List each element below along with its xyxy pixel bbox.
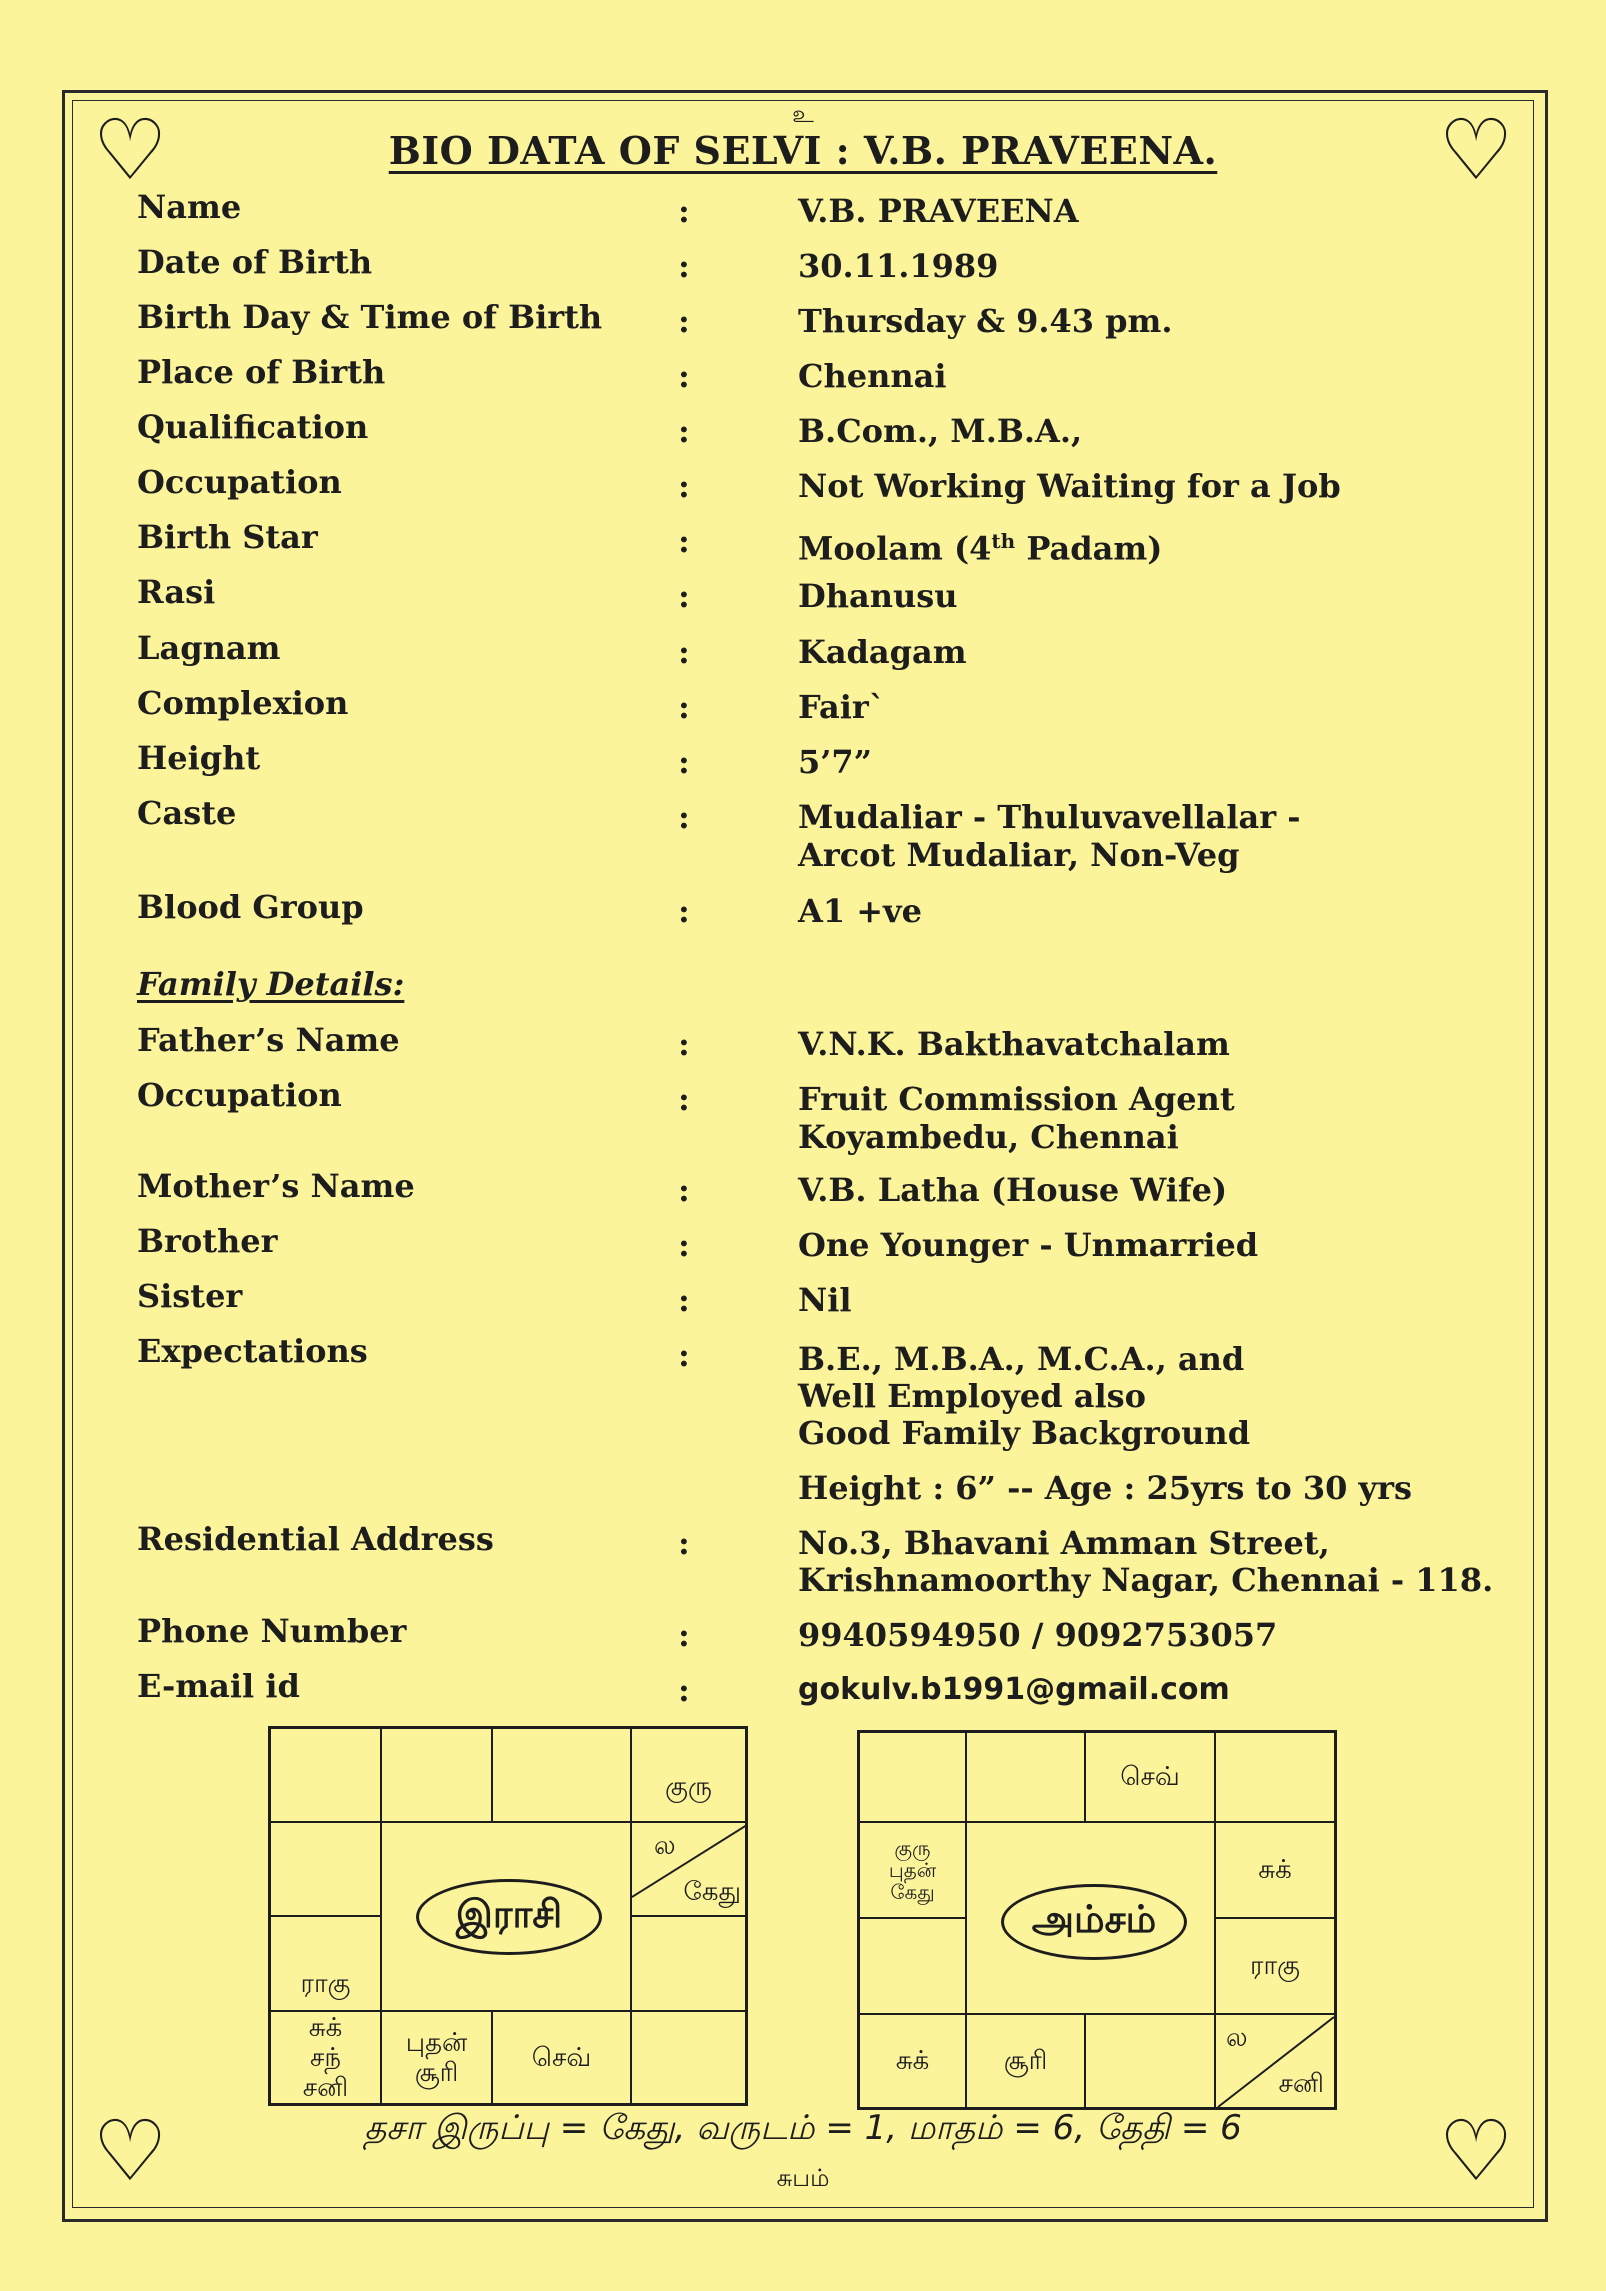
field-value-dob: 30.11.1989 — [798, 247, 999, 285]
field-colon: : — [678, 798, 690, 836]
field-colon: : — [678, 467, 690, 505]
field-label-caste: Caste — [137, 794, 237, 832]
amsam-diagonal-line — [1216, 2015, 1336, 2109]
field-colon: : — [678, 1080, 690, 1118]
field-value-blood-group: A1 +ve — [798, 892, 922, 930]
field-value-expectations-line3: Good Family Background — [798, 1414, 1251, 1452]
field-label-birth-day-time: Birth Day & Time of Birth — [137, 298, 603, 336]
rasi-kethu-label: கேது — [683, 1877, 741, 1907]
ornament-heart-icon: ♡ — [1438, 2102, 1514, 2200]
field-colon: : — [678, 743, 690, 781]
amsam-cell-sevvai: செவ் — [1085, 1732, 1215, 1822]
field-value-father-occupation-line2: Koyambedu, Chennai — [798, 1118, 1179, 1156]
rasi-cell — [381, 1728, 492, 1822]
field-colon: : — [678, 1171, 690, 1209]
field-colon: : — [678, 892, 690, 930]
field-colon: : — [678, 1524, 690, 1562]
field-value-qualification: B.Com., M.B.A., — [798, 412, 1083, 450]
rasi-lagna-label: ல — [654, 1831, 676, 1861]
field-label-brother: Brother — [137, 1222, 278, 1260]
amsam-lagna-label: ல — [1226, 2023, 1248, 2053]
field-colon: : — [678, 522, 690, 560]
rasi-cell-lagna — [631, 1822, 746, 1916]
field-colon: : — [678, 1671, 690, 1709]
rasi-cell-raagu: ராகு — [270, 1916, 381, 2011]
field-value-birth-day-time: Thursday & 9.43 pm. — [798, 302, 1173, 340]
field-value-expectations: B.E., M.B.A., M.C.A., and — [798, 1340, 1245, 1378]
field-label-blood-group: Blood Group — [137, 888, 364, 926]
field-label-phone: Phone Number — [137, 1612, 407, 1650]
rasi-cell — [631, 2011, 746, 2104]
amsam-sani-label: சனி — [1278, 2069, 1324, 2099]
rasi-cell — [270, 1822, 381, 1916]
amsam-chart — [857, 1730, 1337, 2110]
ornament-heart-icon: ♡ — [92, 2102, 168, 2200]
field-colon: : — [678, 1226, 690, 1264]
field-label-mothers-name: Mother’s Name — [137, 1167, 415, 1205]
amsam-cell-guru-budhan-kethu: குரு புதன் கேது — [859, 1822, 966, 1918]
field-value-phone: 9940594950 / 9092753057 — [798, 1616, 1278, 1654]
rasi-chart — [268, 1726, 748, 2106]
amsam-cell — [1085, 2014, 1215, 2108]
field-label-lagnam: Lagnam — [137, 629, 281, 667]
page-title: BIO DATA OF SELVI : V.B. PRAVEENA. — [388, 128, 1218, 173]
amsam-cell-sukran-2: சுக் — [859, 2014, 966, 2108]
amsam-cell — [859, 1918, 966, 2014]
rasi-cell-sevvai: செவ் — [492, 2011, 631, 2104]
field-value-fathers-name: V.N.K. Bakthavatchalam — [798, 1025, 1230, 1063]
field-colon: : — [678, 1281, 690, 1319]
amsam-cell-lagna — [1215, 2014, 1335, 2108]
field-value-birth-star: Moolam (4th Padam) — [798, 529, 1163, 568]
family-details-heading: Family Details: — [137, 965, 405, 1003]
rasi-cell — [631, 1916, 746, 2011]
subham-footer: சுபம் — [776, 2164, 830, 2192]
rasi-cell-suk-chan-sani: சுக் சந் சனி — [270, 2011, 381, 2104]
field-label-place-of-birth: Place of Birth — [137, 353, 386, 391]
amsam-cell — [966, 1732, 1085, 1822]
amsam-cell — [1215, 1732, 1335, 1822]
field-value-place-of-birth: Chennai — [798, 357, 947, 395]
field-label-name: Name — [137, 188, 242, 226]
field-colon: : — [678, 1025, 690, 1063]
rasi-cell-guru: குரு — [631, 1728, 746, 1822]
field-value-brother: One Younger - Unmarried — [798, 1226, 1259, 1264]
amsam-title-oval: அம்சம் — [1001, 1884, 1187, 1960]
field-label-sister: Sister — [137, 1277, 243, 1315]
field-colon: : — [678, 247, 690, 285]
field-label-occupation: Occupation — [137, 463, 342, 501]
field-label-address: Residential Address — [137, 1520, 494, 1558]
field-label-dob: Date of Birth — [137, 243, 373, 281]
field-label-qualification: Qualification — [137, 408, 369, 446]
rasi-cell — [270, 1728, 381, 1822]
amsam-cell-sukran: சுக் — [1215, 1822, 1335, 1918]
field-value-complexion: Fair` — [798, 688, 885, 726]
field-colon: : — [678, 357, 690, 395]
field-colon: : — [678, 688, 690, 726]
field-colon: : — [678, 1336, 690, 1374]
rasi-title-oval: இராசி — [416, 1879, 602, 1955]
field-value-sister: Nil — [798, 1281, 852, 1319]
field-label-fathers-name: Father’s Name — [137, 1021, 400, 1059]
field-label-birth-star: Birth Star — [137, 518, 318, 556]
field-label-email: E-mail id — [137, 1667, 300, 1705]
rasi-diagonal-line — [632, 1823, 747, 1917]
rasi-cell-budhan-sooriyan: புதன் சூரி — [381, 2011, 492, 2104]
field-colon: : — [678, 192, 690, 230]
field-value-rasi: Dhanusu — [798, 577, 958, 615]
amsam-cell-sooriyan: சூரி — [966, 2014, 1085, 2108]
field-value-expectations-line4: Height : 6” -- Age : 25yrs to 30 yrs — [798, 1469, 1412, 1507]
pillaiyar-suzhi: உ — [792, 100, 814, 128]
field-value-email: gokulv.b1991@gmail.com — [798, 1672, 1230, 1707]
dasa-balance-line: தசா இருப்பு = கேது, வருடம் = 1, மாதம் = 6, தேதி = 6 — [364, 2108, 1242, 2148]
field-value-name: V.B. PRAVEENA — [798, 192, 1079, 230]
field-value-address-line2: Krishnamoorthy Nagar, Chennai - 118. — [798, 1561, 1494, 1599]
field-value-height: 5’7” — [798, 743, 873, 781]
field-value-expectations-line2: Well Employed also — [798, 1377, 1146, 1415]
field-label-complexion: Complexion — [137, 684, 349, 722]
amsam-cell-raagu: ராகு — [1215, 1918, 1335, 2014]
ornament-heart-icon: ♡ — [1438, 101, 1514, 199]
field-colon: : — [678, 412, 690, 450]
field-colon: : — [678, 302, 690, 340]
field-value-father-occupation: Fruit Commission Agent — [798, 1080, 1235, 1118]
field-value-address: No.3, Bhavani Amman Street, — [798, 1524, 1330, 1562]
field-label-father-occupation: Occupation — [137, 1076, 342, 1114]
field-label-expectations: Expectations — [137, 1332, 368, 1370]
field-value-lagnam: Kadagam — [798, 633, 967, 671]
rasi-cell — [492, 1728, 631, 1822]
field-value-mothers-name: V.B. Latha (House Wife) — [798, 1171, 1228, 1209]
field-value-caste-line2: Arcot Mudaliar, Non-Veg — [798, 836, 1240, 874]
field-colon: : — [678, 577, 690, 615]
amsam-cell — [859, 1732, 966, 1822]
field-value-occupation: Not Working Waiting for a Job — [798, 467, 1341, 505]
field-colon: : — [678, 1616, 690, 1654]
ornament-heart-icon: ♡ — [92, 101, 168, 199]
field-label-height: Height — [137, 739, 261, 777]
field-value-caste: Mudaliar - Thuluvavellalar - — [798, 798, 1301, 836]
field-label-rasi: Rasi — [137, 573, 216, 611]
field-colon: : — [678, 633, 690, 671]
